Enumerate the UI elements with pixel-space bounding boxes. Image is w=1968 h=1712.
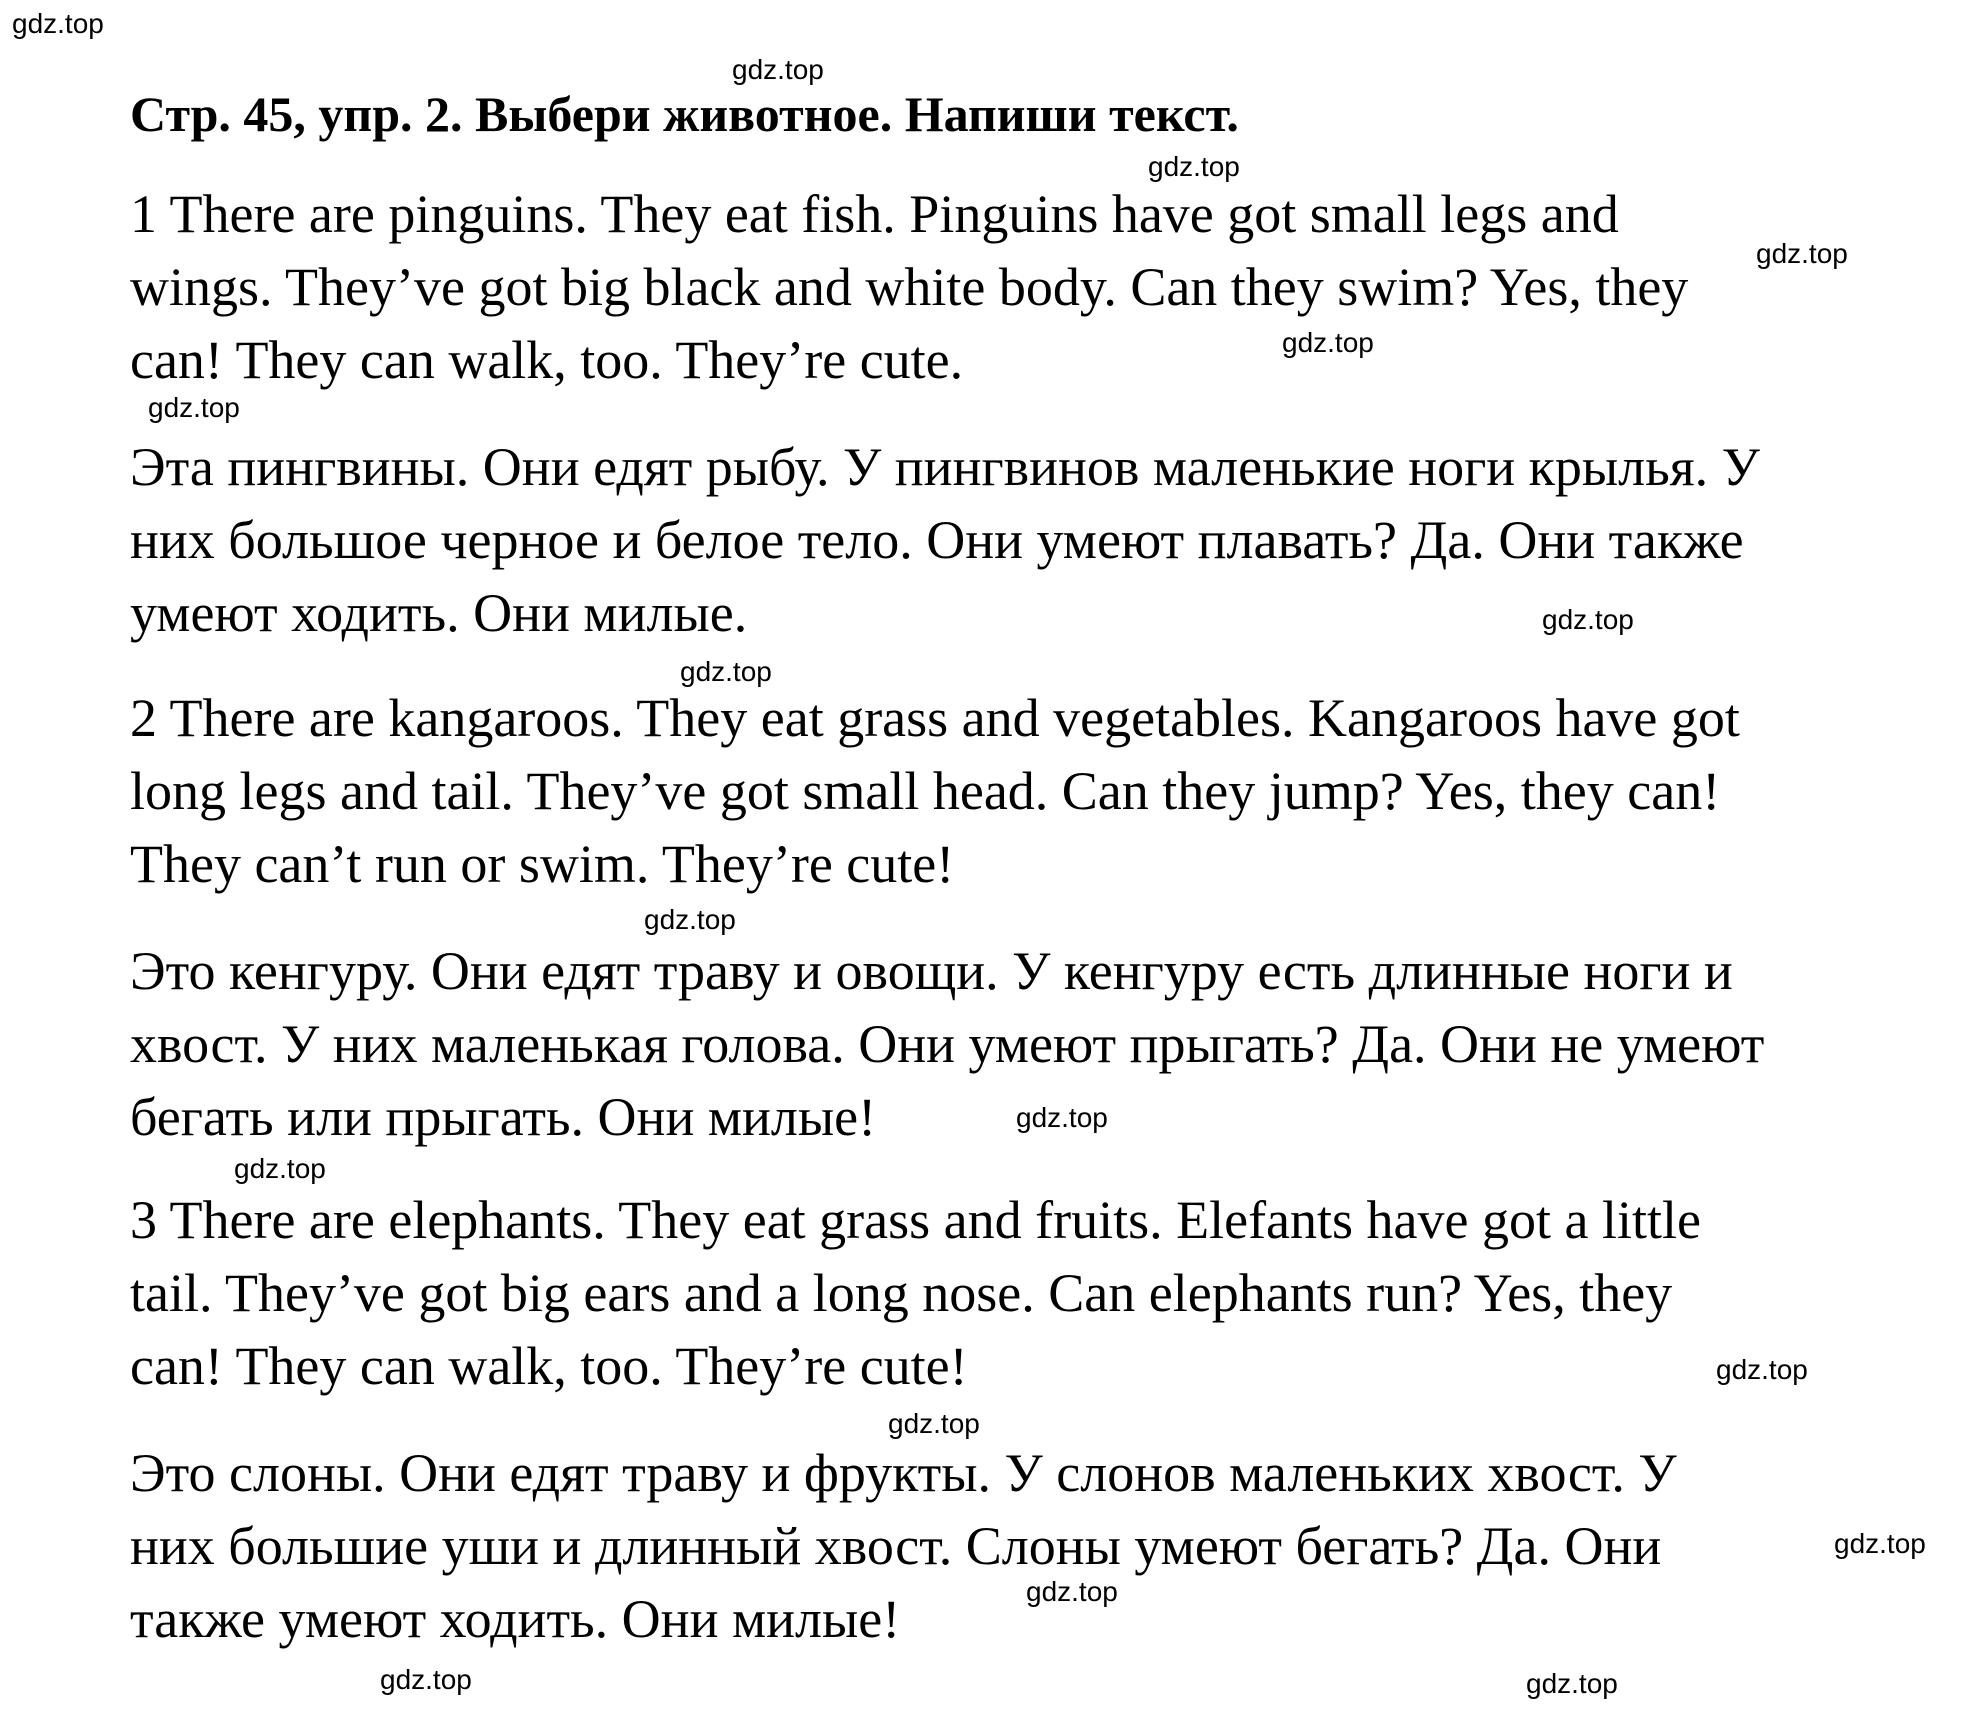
watermark: gdz.top [234,1153,326,1184]
watermark: gdz.top [380,1664,472,1695]
watermark: gdz.top [1526,1668,1618,1699]
watermark: gdz.top [888,1408,980,1439]
watermark: gdz.top [1026,1576,1118,1607]
paragraph-1-english: 1 There are pinguins. They eat fish. Pinguins have got small legs and wings. They’ve got big black and white body. Can they swim? Yes, they can! They can walk, too. They’re cute. [130,184,1689,390]
paragraph-1-russian: Эта пингвины. Они едят рыбу. У пингвинов маленькие ноги крылья. У них большое черное и белое тело. Они умеют плавать? Да. Они также умеют ходить. Они милые. [130,437,1760,643]
paragraph-2-russian: Это кенгуру. Они едят траву и овощи. У кенгуру есть длинные ноги и хвост. У них маленькая голова. Они умеют прыгать? Да. Они не умеют бегать или прыгать. Они милые! [130,941,1765,1147]
watermark: gdz.top [1542,604,1634,635]
watermark: gdz.top [732,54,824,85]
watermark: gdz.top [1016,1102,1108,1133]
page-title: Стр. 45, упр. 2. Выбери животное. Напиши текст. [130,86,1239,142]
paragraph-2-english: 2 There are kangaroos. They eat grass and vegetables. Kangaroos have got long legs and tail. They’ve got small head. Can they jump? Yes, they can! They can’t run or swim. They’re cute! [130,688,1740,894]
watermark: gdz.top [1282,327,1374,358]
watermark: gdz.top [680,656,772,687]
watermark: gdz.top [148,392,240,423]
watermark: gdz.top [1716,1354,1808,1385]
watermark: gdz.top [1834,1528,1926,1559]
paragraph-3-english: 3 There are elephants. They eat grass and fruits. Elefants have got a little tail. They’ve got big ears and a long nose. Can elephants run? Yes, they can! They can walk, too. They’re cute! [130,1190,1701,1396]
watermark: gdz.top [644,904,736,935]
watermark: gdz.top [12,8,104,39]
watermark: gdz.top [1148,151,1240,182]
watermark: gdz.top [1756,238,1848,269]
paragraph-3-russian: Это слоны. Они едят траву и фрукты. У слонов маленьких хвост. У них большие уши и длинный хвост. Слоны умеют бегать? Да. Они также умеют ходить. Они милые! [130,1443,1677,1649]
